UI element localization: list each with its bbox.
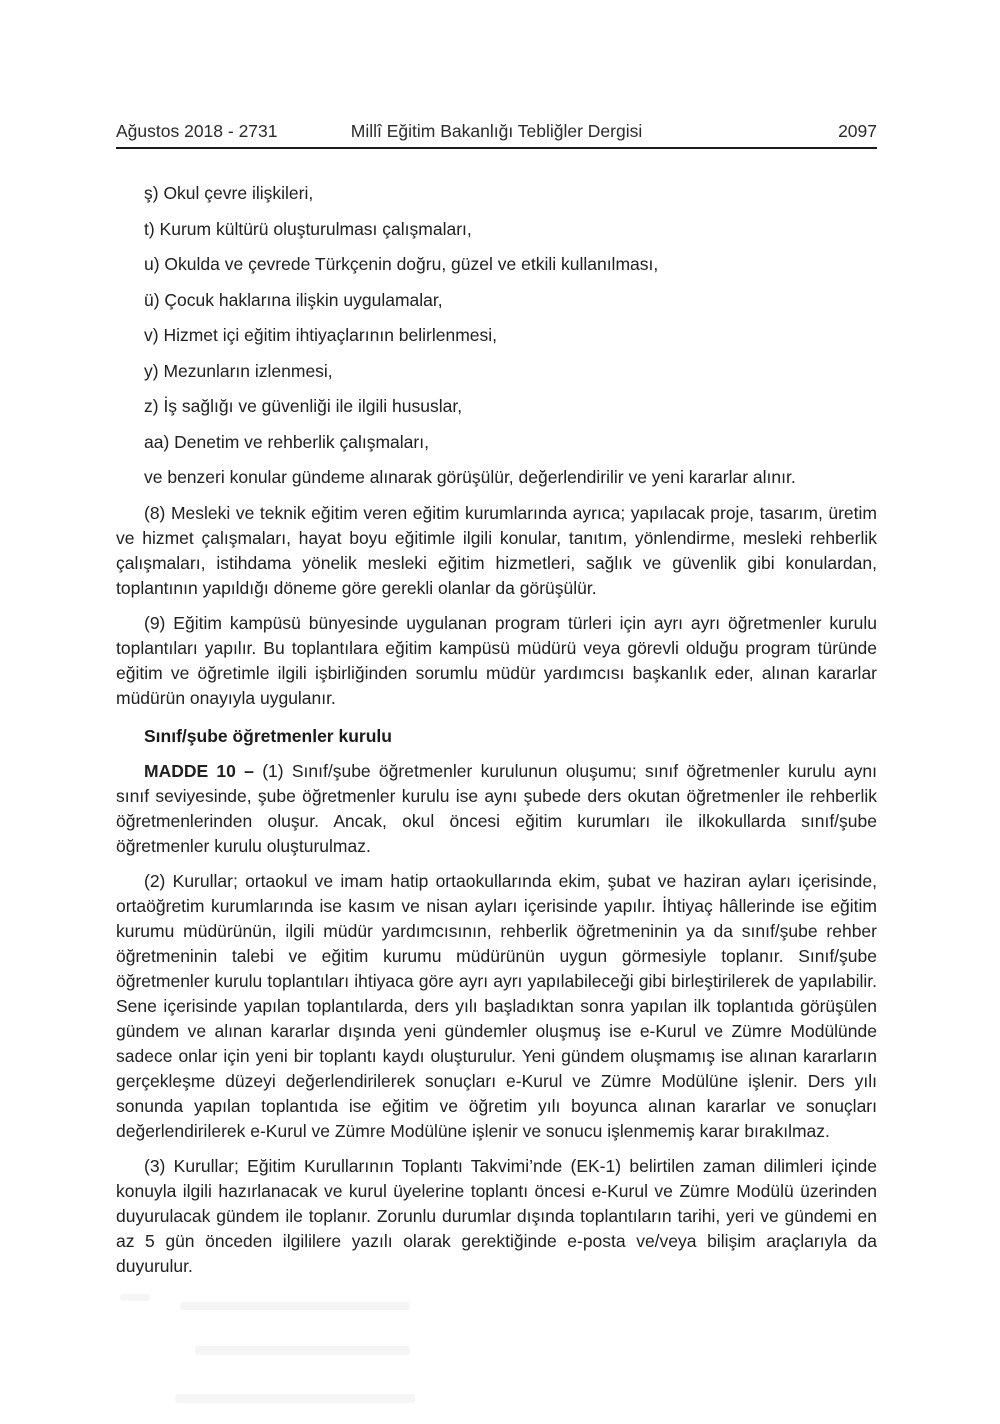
list-item-aa: aa) Denetim ve rehberlik çalışmaları, <box>144 431 429 452</box>
list-item-t: t) Kurum kültürü oluşturulması çalışmaları, <box>144 218 472 239</box>
list-item-s: ş) Okul çevre ilişkileri, <box>144 183 314 203</box>
page-header <box>116 120 877 142</box>
header-issue-date: Ağustos 2018 - 2731 <box>116 121 278 141</box>
list-item-z: z) İş sağlığı ve güvenliği ile ilgili hususlar, <box>144 396 463 416</box>
section-heading: Sınıf/şube öğretmenler kurulu <box>144 725 392 746</box>
madde-10-text: (1) Sınıf/şube öğretmenler kurulunun oluşumu; sınıf öğretmenler kurulu aynı sınıf seviyesinde, şube öğretmenler kurulu ise aynı şubede ders okutan öğretmenler ile rehberlik öğretmenlerinden oluşur. Ancak, okul öncesi eğitim kurumları ile ilkokullarda sınıf/şube öğretmenler kurulu oluşturulmaz. <box>116 760 878 856</box>
page-body <box>116 181 877 1279</box>
scan-bleedthrough-artifact <box>120 1294 540 1424</box>
list-closing-sentence: ve benzeri konular gündeme alınarak görüşülür, değerlendirilir ve yeni kararlar alınır. <box>144 467 796 487</box>
header-page-number: 2097 <box>838 121 878 141</box>
list-item-uu: ü) Çocuk haklarına ilişkin uygulamalar, <box>144 289 443 310</box>
paragraph-madde-10 <box>116 759 877 859</box>
list-item-u: u) Okulda ve çevrede Türkçenin doğru, güzel ve etkili kullanılması, <box>144 254 659 274</box>
paragraph-9: (9) Eğitim kampüsü bünyesinde uygulanan program türleri için ayrı ayrı öğretmenler kurulu toplantıları yapılır. Bu toplantılara eğitim kampüsü müdürü veya görevli olduğu program türünde eğitim ve öğretimle ilgili işbirliğinden sorumlu müdür yardımcısı başkanlık eder, alınan kararlar müdürün onayıyla uygulanır. <box>116 612 877 708</box>
paragraph-8: (8) Mesleki ve teknik eğitim veren eğitim kurumlarında ayrıca; yapılacak proje, tasarım, üretim ve hizmet çalışmaları, hayat boyu eğitimle ilgili konular, tanıtım, yönlendirme, mesleki rehberlik çalışmaları, istihdama yönelik mesleki eğitim hizmetleri, sağlık ve güvenlik gibi konulardan, toplantının yapıldığı döneme göre gerekli olanlar da görüşülür. <box>116 502 877 598</box>
madde-10-label: MADDE 10 – <box>144 760 254 781</box>
paragraph-2: (2) Kurullar; ortaokul ve imam hatip ortaokullarında ekim, şubat ve haziran ayları içerisinde, ortaöğretim kurumlarında ise kasım ve nisan ayları içerisinde yapılır. İhtiyaç hâllerinde ise eğitim kurumu müdürünün, ilgili müdür yardımcısının, rehberlik öğretmeninin ya da sınıf/şube rehber öğretmeninin talebi ve eğitim kurumu müdürünün uygun görmesiyle toplanır. Sınıf/şube öğretmenler kurulu toplantıları ihtiyaca göre ayrı ayrı yapılabileceği gibi birleştirilerek de yapılabilir. Sene içerisinde yapılan toplantılarda, ders yılı başladıktan sonra yapılan ilk toplantıda görüşülen gündem ve alınan kararlar dışında yeni gündemler oluşmuş ise e-Kurul ve Zümre Modülünde sadece onlar için yeni bir toplantı kaydı oluşturulur. Yeni gündem oluşmamış ise alınan kararların gerçekleşme düzeyi değerlendirilerek sonuçları e-Kurul ve Zümre Modülüne işlenir. Ders yılı sonunda yapılan toplantıda ise eğitim ve öğretim yılı boyunca alınan kararlar ve sonuçları değerlendirilerek e-Kurul ve Zümre Modülüne işlenir ve sonucu işlenmemiş karar bırakılmaz. <box>116 870 877 1141</box>
paragraph-3: (3) Kurullar; Eğitim Kurullarının Toplantı Takvimi’nde (EK-1) belirtilen zaman dilimleri içinde konuyla ilgili hazırlanacak ve kurul üyelerine toplantı öncesi e-Kurul ve Zümre Modülü üzerinden duyurulacak gündem ile toplanır. Zorunlu durumlar dışında toplantıların tarihi, yeri ve gündemi en az 5 gün önceden ilgililere yazılı olarak gerektiğinde e-posta ve/veya bilişim araçlarıyla da duyurulur. <box>116 1155 877 1276</box>
list-item-v: v) Hizmet içi eğitim ihtiyaçlarının belirlenmesi, <box>144 325 498 345</box>
header-rule <box>116 147 877 149</box>
header-journal-title: Millî Eğitim Bakanlığı Tebliğler Dergisi <box>350 121 643 141</box>
list-item-y: y) Mezunların izlenmesi, <box>144 360 333 381</box>
